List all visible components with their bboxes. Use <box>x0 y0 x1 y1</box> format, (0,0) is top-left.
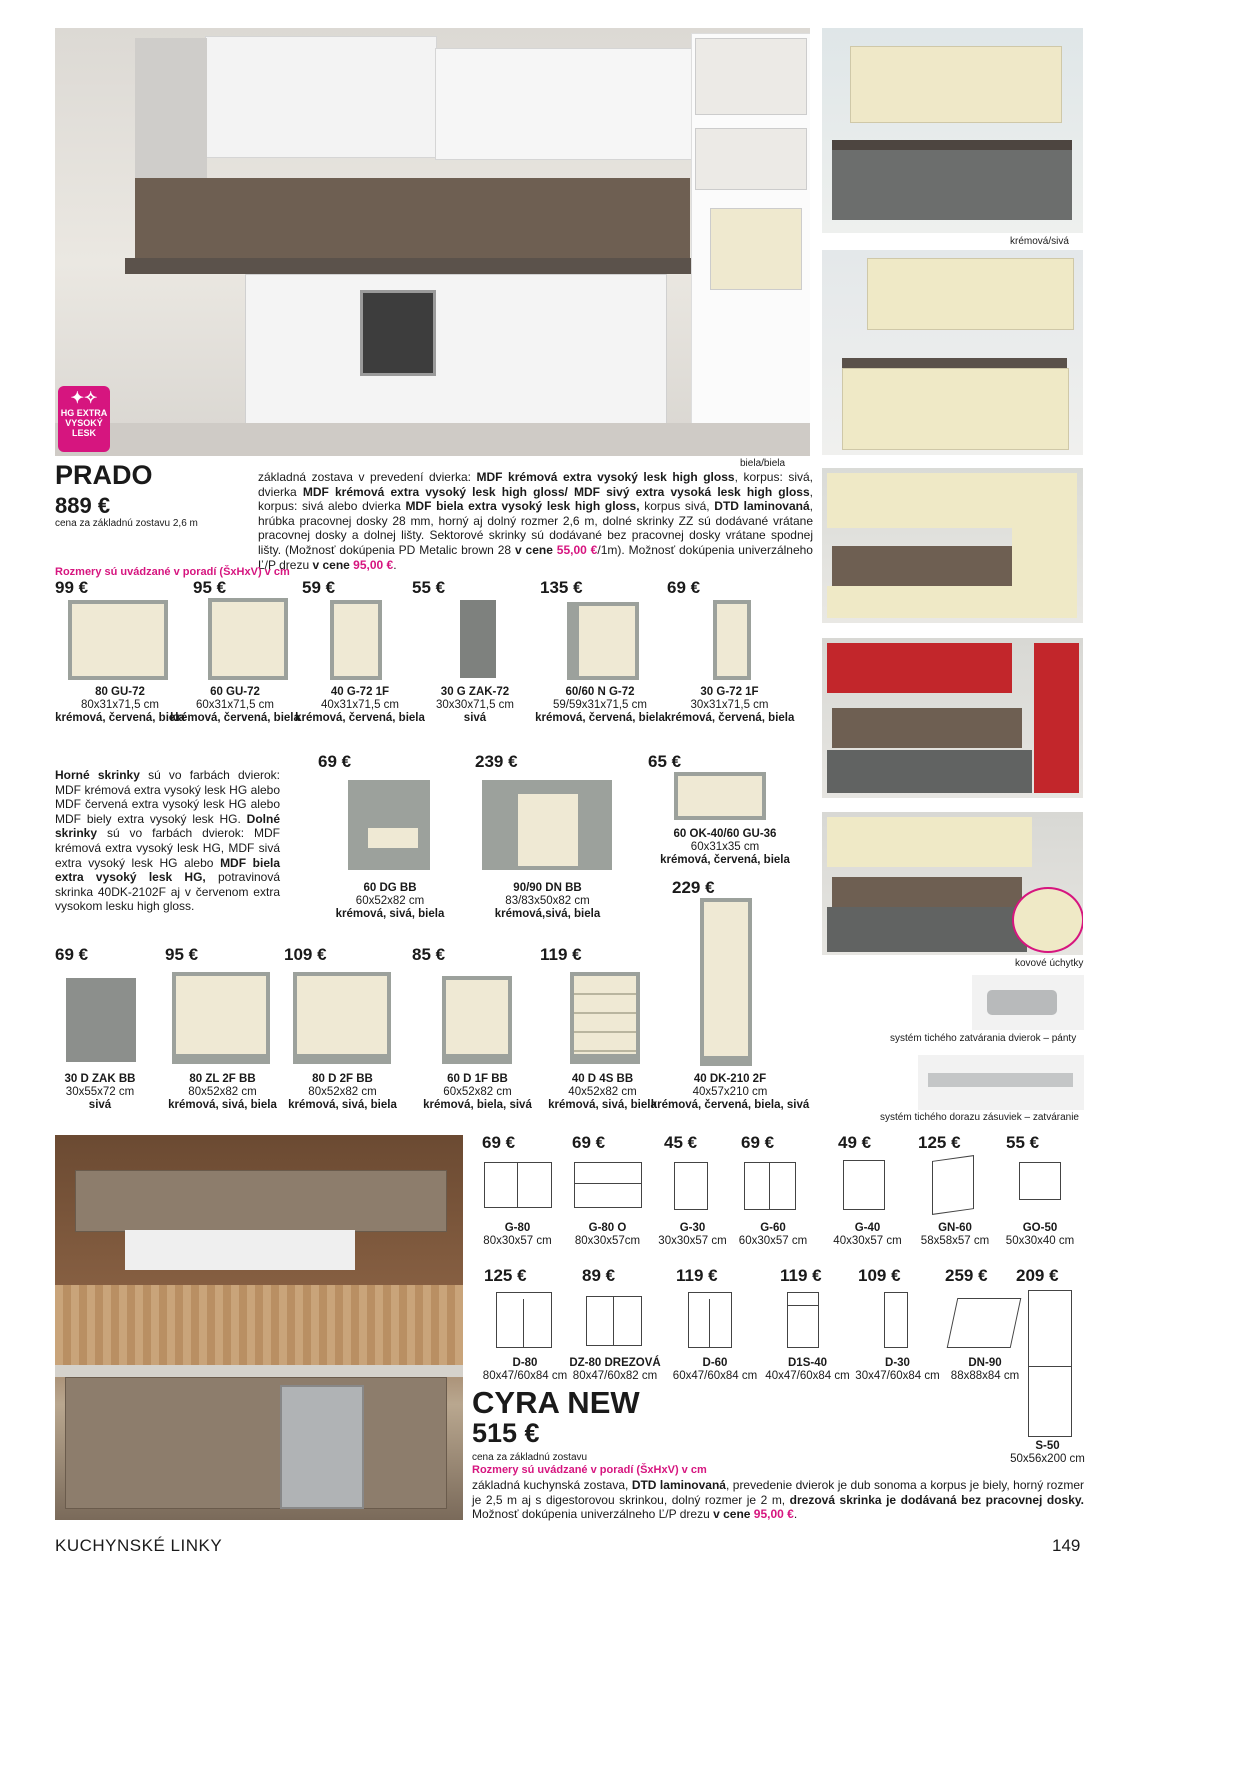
photo-hinge <box>972 975 1084 1030</box>
product-item: 80 D 2F BB 80x52x82 cm krémová, sivá, biela <box>288 1073 397 1111</box>
product-item: 30 G-72 1F 30x31x71,5 cm krémová, červená, biela <box>664 686 795 724</box>
caption-biela: biela/biela <box>740 458 786 469</box>
product-item: D-30 30x47/60x84 cm <box>855 1357 940 1382</box>
footer-section-title: KUCHYNSKÉ LINKY <box>55 1536 223 1555</box>
product-item: 40 D 4S BB 40x52x82 cm krémová, sivá, biela <box>548 1073 657 1111</box>
caption-handles: kovové úchytky <box>1015 958 1084 969</box>
cabinet-image <box>700 898 752 1066</box>
product-item: 60 D 1F BB 60x52x82 cm krémová, biela, sivá <box>423 1073 532 1111</box>
prado-title: PRADO <box>55 460 153 490</box>
cyra-title: CYRA NEW <box>472 1385 640 1420</box>
product-item: 80 GU-72 80x31x71,5 cm krémová, červená, biela <box>55 686 185 724</box>
product-item: 60 GU-72 60x31x71,5 cm krémová, červená, biela <box>170 686 300 724</box>
product-item: GN-60 58x58x57 cm <box>920 1222 990 1247</box>
cabinet-image <box>460 600 496 678</box>
price: 119 € <box>540 945 582 964</box>
product-item: 60 DG BB 60x52x82 cm krémová, sivá, biela <box>335 882 445 920</box>
product-item: DN-90 88x88x84 cm <box>950 1357 1020 1382</box>
cabinet-image <box>172 972 270 1064</box>
cyra-description: základná kuchynská zostava, DTD laminovaná, prevedenie dvierok je dub sonoma a korpus je biely, horný rozmer je 2,5 m aj s digestorovou skrinkou, dolný rozmer je 2 m, drezová skrinka je dodávaná bez pracovnej dosky. Možnosť dokúpenia univerzálneho Ľ/P drezu v cene 95,00 €. <box>472 1478 1084 1522</box>
price: 125 € <box>484 1266 527 1285</box>
price: 55 € <box>1006 1133 1040 1152</box>
product-item: 80 ZL 2F BB 80x52x82 cm krémová, sivá, biela <box>168 1073 277 1111</box>
price: 109 € <box>284 945 327 964</box>
cabinet-image <box>744 1162 796 1210</box>
price: 239 € <box>475 752 518 771</box>
price: 69 € <box>572 1133 606 1152</box>
price: 95 € <box>165 945 199 964</box>
prado-main-photo <box>55 28 810 456</box>
cabinet-image <box>208 598 288 680</box>
photo-l-kremova-2 <box>822 812 1083 955</box>
cabinet-image <box>884 1292 908 1348</box>
cabinet-image <box>787 1292 819 1348</box>
cabinet-image <box>482 780 612 870</box>
caption-kremova-siva: krémová/sivá <box>1010 236 1069 247</box>
cyra-dimensions-note: Rozmery sú uvádzané v poradí (ŠxHxV) v cm <box>472 1464 707 1476</box>
caption-drawers: systém tichého dorazu zásuviek – zatváranie <box>880 1112 1079 1123</box>
cabinet-image <box>293 972 391 1064</box>
cabinet-image <box>567 602 639 680</box>
product-item: G-80 O 80x30x57cm <box>574 1222 641 1247</box>
price: 69 € <box>741 1133 775 1152</box>
photo-kremova-siva <box>822 28 1083 233</box>
product-item: 60 OK-40/60 GU-36 60x31x35 cm krémová, červená, biela <box>660 828 790 866</box>
product-item: GO-50 50x30x40 cm <box>1005 1222 1075 1247</box>
page-number: 149 <box>1052 1536 1081 1555</box>
price: 135 € <box>540 578 583 597</box>
prado-description: základná zostava v prevedení dvierka: MDF krémová extra vysoký lesk high gloss, korpus: sivá, dvierka MDF krémová extra vysoký lesk high gloss/ MDF sivý extra vysoká lesk high gloss, korpus: sivá alebo dvierka MDF biela extra vysoký lesk high gloss, korpus sivá, DTD laminovaná, hrúbka pracovnej dosky 28 mm, horný aj dolný rozmer 2,6 m, dolné skrinky ZZ sú dodávané vrátane pracovnej dosky a dolnej lišty. Sektorové skrinky sú dodávané bez pracovnej dosky vrátane spodnej lišty. (Možnosť dokúpenia PD Metalic brown 28 v cene 55,00 €/1m). Možnosť dokúpenia univerzálneho Ľ/P drezu v cene 95,00 €. <box>258 470 814 572</box>
cabinet-image <box>68 600 168 680</box>
cabinet-image <box>586 1296 642 1346</box>
cabinet-image <box>484 1162 552 1208</box>
product-item: 30 D ZAK BB 30x55x72 cm sivá <box>64 1073 136 1111</box>
handle-detail <box>1012 887 1083 953</box>
price: 229 € <box>672 878 715 897</box>
cyra-price: 515 € <box>472 1418 540 1448</box>
cabinet-image <box>688 1292 732 1348</box>
price: 69 € <box>55 945 89 964</box>
product-item: S-50 50x56x200 cm <box>1010 1440 1085 1465</box>
price: 109 € <box>858 1266 901 1285</box>
photo-l-cervena <box>822 638 1083 798</box>
price: 125 € <box>918 1133 961 1152</box>
photo-l-kremova <box>822 468 1083 623</box>
price: 65 € <box>648 752 682 771</box>
cabinet-image <box>947 1298 1022 1348</box>
photo-drawer <box>918 1055 1084 1110</box>
sparkle-icon: ✦✧ <box>70 390 98 407</box>
cabinet-image <box>843 1160 885 1210</box>
cabinet-image <box>574 1162 642 1208</box>
cabinet-image <box>330 600 382 680</box>
price: 259 € <box>945 1266 988 1285</box>
cabinet-image <box>1019 1162 1061 1200</box>
product-item: G-40 40x30x57 cm <box>833 1222 902 1247</box>
cabinet-image <box>713 600 751 680</box>
product-item: 40 DK-210 2F 40x57x210 cm krémová, červená, biela, sivá <box>650 1073 810 1111</box>
product-item: G-30 30x30x57 cm <box>658 1222 727 1247</box>
prado-price-note: cena za základnú zostavu 2,6 m <box>55 518 198 529</box>
cabinet-image <box>674 772 766 820</box>
cabinet-image <box>496 1292 552 1348</box>
price: 69 € <box>318 752 352 771</box>
price: 89 € <box>582 1266 616 1285</box>
cyra-price-note: cena za základnú zostavu <box>472 1452 588 1463</box>
caption-hinges: systém tichého zatvárania dvierok – pánty <box>890 1033 1077 1044</box>
product-item: 90/90 DN BB 83/83x50x82 cm krémová,sivá, biela <box>494 882 601 920</box>
product-item: G-60 60x30x57 cm <box>738 1222 808 1247</box>
upper-cabinets-text: Horné skrinky sú vo farbách dvierok: MDF krémová extra vysoký lesk HG alebo MDF červená extra vysoký lesk HG alebo MDF biely extra vysoký lesk HG. Dolné skrinky sú vo farbách dvierok: MDF krémová extra vysoký lesk HG, MDF sivá extra vysoký lesk HG alebo MDF biela extra vysoký lesk HG, potravinová skrinka 40DK-2102F aj v červenom extra vysokom lesku high gloss. <box>55 768 281 914</box>
product-item: G-80 80x30x57 cm <box>483 1222 552 1247</box>
cabinet-image <box>348 780 430 870</box>
product-item: 30 G ZAK-72 30x30x71,5 cm sivá <box>436 686 514 724</box>
cabinet-image <box>570 972 640 1064</box>
price: 69 € <box>482 1133 516 1152</box>
hg-badge: ✦✧ HG EXTRA VYSOKÝ LESK <box>58 386 110 452</box>
cabinet-image <box>1028 1290 1072 1437</box>
product-item: D-60 60x47/60x84 cm <box>672 1357 758 1382</box>
price: 59 € <box>302 578 336 597</box>
prado-price: 889 € <box>55 493 111 518</box>
cabinet-image <box>674 1162 708 1210</box>
price: 85 € <box>412 945 446 964</box>
price: 99 € <box>55 578 89 597</box>
price: 55 € <box>412 578 446 597</box>
price: 45 € <box>664 1133 698 1152</box>
product-item: 40 G-72 1F 40x31x71,5 cm krémová, červená, biela <box>295 686 425 724</box>
product-item: D-80 80x47/60x84 cm <box>482 1357 568 1382</box>
cabinet-image <box>932 1155 974 1215</box>
price: 69 € <box>667 578 701 597</box>
product-item: 60/60 N G-72 59/59x31x71,5 cm krémová, červená, biela <box>535 686 665 724</box>
photo-kremova <box>822 250 1083 455</box>
cabinet-image <box>66 978 136 1062</box>
cabinet-image <box>442 976 512 1064</box>
product-item: DZ-80 DREZOVÁ 80x47/60x82 cm <box>569 1357 661 1382</box>
price: 95 € <box>193 578 227 597</box>
prado-dimensions-note: Rozmery sú uvádzané v poradí (ŠxHxV) v cm <box>55 566 290 578</box>
cyra-photo <box>55 1135 463 1520</box>
price: 119 € <box>676 1266 718 1285</box>
price: 49 € <box>838 1133 872 1152</box>
price: 209 € <box>1016 1266 1059 1285</box>
price: 119 € <box>780 1266 822 1285</box>
product-item: D1S-40 40x47/60x84 cm <box>765 1357 850 1382</box>
